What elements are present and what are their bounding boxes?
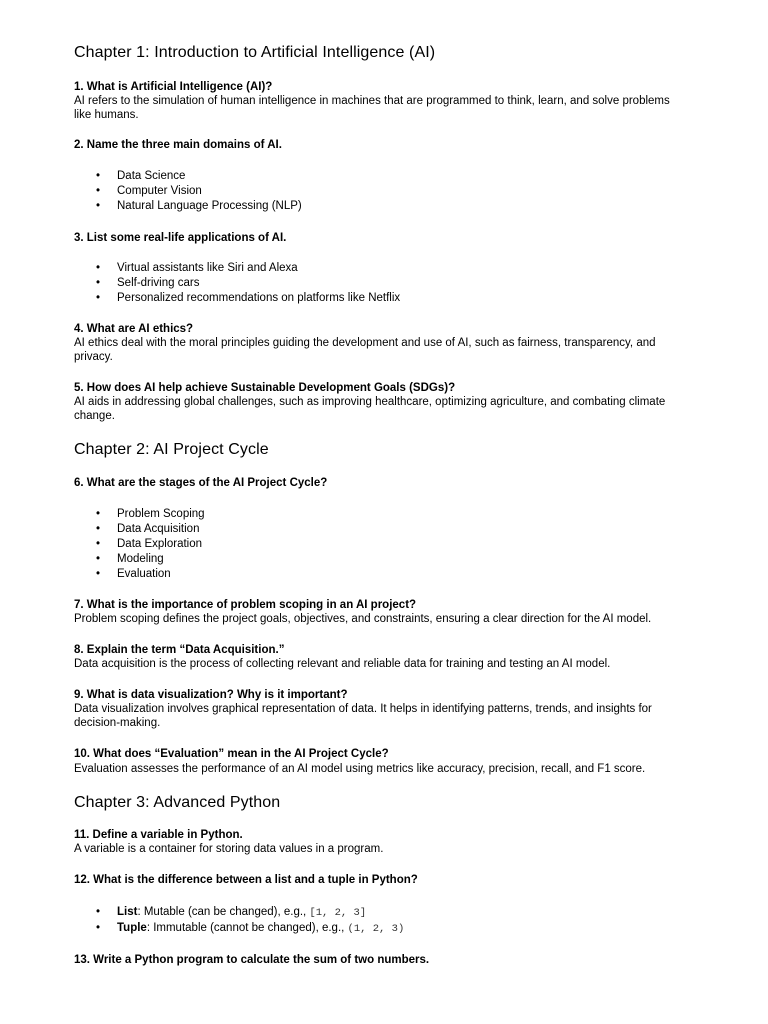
list-item: • Self-driving cars [96, 277, 200, 289]
project-cycle-stages-list [74, 507, 205, 582]
question-5: 5. How does AI help achieve Sustainable Development Goals (SDGs)? [74, 382, 456, 394]
bullet-icon: • [96, 523, 101, 535]
question-10: 10. What does “Evaluation” mean in the AI Project Cycle? [74, 748, 389, 760]
question-6: 6. What are the stages of the AI Project Cycle? [74, 477, 328, 489]
chapter-2-title: Chapter 2: AI Project Cycle [74, 441, 269, 458]
code-snippet: (1, 2, 3) [347, 923, 405, 935]
answer-1: AI refers to the simulation of human intelligence in machines that are programmed to think, learn, and solve problems like humans. [74, 95, 670, 121]
list-item: • Data Science [96, 170, 186, 182]
question-9: 9. What is data visualization? Why is it important? [74, 689, 348, 701]
question-3: 3. List some real-life applications of AI. [74, 232, 287, 244]
ai-domains-list [74, 169, 302, 214]
bullet-icon: • [96, 170, 101, 182]
bullet-icon: • [96, 185, 101, 197]
list-item: • Computer Vision [96, 185, 202, 197]
list-item: • Data Acquisition [96, 523, 200, 535]
question-11: 11. Define a variable in Python. [74, 829, 243, 841]
question-4: 4. What are AI ethics? [74, 323, 194, 335]
bullet-icon: • [96, 553, 101, 565]
list-item: • Modeling [96, 553, 164, 565]
answer-4: AI ethics deal with the moral principles guiding the development and use of AI, such as fairness, transparency, and privacy. [74, 337, 656, 363]
chapter-1-title: Chapter 1: Introduction to Artificial Intelligence (AI) [74, 44, 436, 61]
question-13: 13. Write a Python program to calculate the sum of two numbers. [74, 954, 430, 966]
chapter-3-title: Chapter 3: Advanced Python [74, 794, 281, 811]
term-list: List [117, 906, 138, 918]
list-item: • Evaluation [96, 568, 171, 580]
term-tuple: Tuple [117, 922, 147, 934]
question-1: 1. What is Artificial Intelligence (AI)? [74, 81, 273, 93]
list-vs-tuple-list [74, 905, 404, 937]
bullet-icon: • [96, 200, 101, 212]
bullet-icon: • [96, 292, 101, 304]
list-item: • Personalized recommendations on platforms like Netflix [96, 292, 401, 304]
bullet-icon: • [96, 262, 101, 274]
bullet-icon: • [96, 568, 101, 580]
bullet-icon: • [96, 922, 101, 934]
question-2: 2. Name the three main domains of AI. [74, 139, 282, 151]
list-item: • Tuple: Immutable (cannot be changed), e.g., (1, 2, 3) [96, 922, 405, 935]
answer-8: Data acquisition is the process of collecting relevant and reliable data for training and testing an AI model. [74, 658, 611, 670]
list-item: • Natural Language Processing (NLP) [96, 200, 302, 212]
question-12: 12. What is the difference between a list and a tuple in Python? [74, 874, 418, 886]
list-item: • Data Exploration [96, 538, 203, 550]
list-item: • Virtual assistants like Siri and Alexa [96, 262, 298, 274]
answer-7: Problem scoping defines the project goals, objectives, and constraints, ensuring a clear direction for the AI model. [74, 613, 652, 625]
question-7: 7. What is the importance of problem scoping in an AI project? [74, 599, 417, 611]
answer-11: A variable is a container for storing data values in a program. [74, 843, 384, 855]
list-item: • Problem Scoping [96, 508, 205, 520]
ai-applications-list [74, 261, 400, 306]
code-snippet: [1, 2, 3] [309, 907, 367, 919]
answer-5: AI aids in addressing global challenges, such as improving healthcare, optimizing agriculture, and combating climate change. [74, 396, 666, 422]
bullet-icon: • [96, 538, 101, 550]
answer-9: Data visualization involves graphical representation of data. It helps in identifying patterns, trends, and insights for decision-making. [74, 703, 652, 729]
bullet-icon: • [96, 508, 101, 520]
bullet-icon: • [96, 906, 101, 918]
question-8: 8. Explain the term “Data Acquisition.” [74, 644, 285, 656]
list-item: • List: Mutable (can be changed), e.g., [1, 2, 3] [96, 906, 367, 919]
bullet-icon: • [96, 277, 101, 289]
answer-10: Evaluation assesses the performance of an AI model using metrics like accuracy, precision, recall, and F1 score. [74, 763, 646, 775]
